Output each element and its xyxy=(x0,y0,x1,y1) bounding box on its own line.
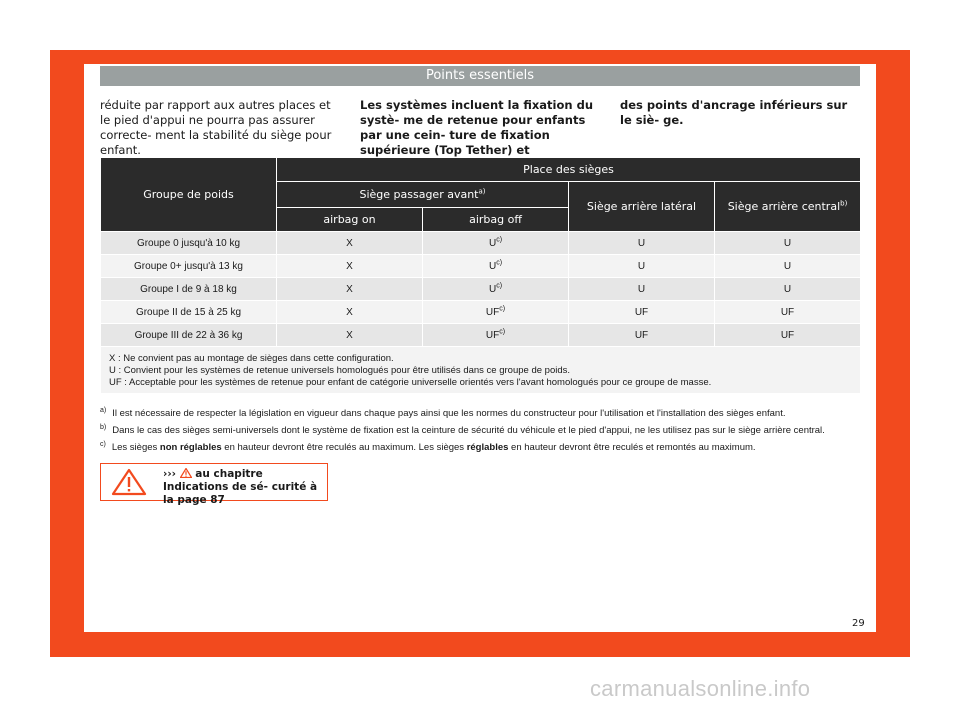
cell-rear-central: UF xyxy=(715,301,861,324)
cell-group: Groupe 0 jusqu'à 10 kg xyxy=(101,232,277,255)
legend-u: U : Convient pour les systèmes de retenue universels homologués pour être utilisés dans ce groupe de poids. xyxy=(109,365,571,376)
header-rear-central: Siège arrière central$^{b)}$ xyxy=(715,182,861,232)
footnote-c: $^{c)}$ Les sièges non réglables en hauteur devront être reculés au maximum. Les sièges réglables en hauteur devront être reculés et remontés au maximum. xyxy=(100,441,756,454)
cell-airbag-off: UF$^{c)}$ xyxy=(423,324,569,347)
warning-reference-link[interactable]: ››› au chapitre Indications de sé- curité à la page 87 xyxy=(163,468,318,506)
table-row xyxy=(101,255,861,278)
cell-airbag-on: X xyxy=(277,301,423,324)
cell-airbag-off: $U^{c)}$ xyxy=(423,278,569,301)
cell-rear-central: U xyxy=(715,232,861,255)
cell-airbag-off: $U^{c)}$ xyxy=(423,232,569,255)
small-warning-icon xyxy=(180,468,192,478)
cell-rear-central: U xyxy=(715,255,861,278)
header-place: Place des sièges xyxy=(277,158,861,182)
table-legend xyxy=(101,347,861,394)
cell-rear-lateral: U xyxy=(569,232,715,255)
seat-compatibility-table xyxy=(100,157,861,394)
legend-uf: UF : Acceptable pour les systèmes de retenue pour enfant de catégorie universelle orientés vers l'avant homologués pour ce groupe de masse. xyxy=(109,377,712,388)
cell-airbag-off: $U^{c)}$ xyxy=(423,255,569,278)
cell-rear-central: UF xyxy=(715,324,861,347)
text-column-1: réduite par rapport aux autres places et le pied d'appui ne pourra pas assurer correcte- ment la stabilité du siège pour enfant. xyxy=(100,98,332,157)
cell-airbag-on: X xyxy=(277,324,423,347)
header-airbag-on: airbag on xyxy=(277,208,423,232)
page-number: 29 xyxy=(852,618,865,629)
cell-airbag-on: X xyxy=(277,255,423,278)
text-column-3: des points d'ancrage inférieurs sur le siè- ge. xyxy=(620,98,848,127)
warning-triangle-icon xyxy=(111,468,147,496)
footnote-b: $^{b)}$ Dans le cas des sièges semi-universels dont le système de fixation est la ceinture de sécurité du véhicule et le pied d'appui, ne les utilisez pas sur le siège arrière central. xyxy=(100,424,825,437)
table-row xyxy=(101,232,861,255)
table-row xyxy=(101,324,861,347)
cell-airbag-on: X xyxy=(277,278,423,301)
cell-airbag-on: X xyxy=(277,232,423,255)
footnote-a: $^{a)}$ Il est nécessaire de respecter la législation en vigueur dans chaque pays ainsi que les normes du constructeur pour l'utilisation et l'installation des sièges enfant. xyxy=(100,407,786,420)
cell-group: Groupe III de 22 à 36 kg xyxy=(101,324,277,347)
legend-x: X : Ne convient pas au montage de sièges dans cette configuration. xyxy=(109,353,394,364)
cell-group: Groupe II de 15 à 25 kg xyxy=(101,301,277,324)
header-rear-lateral: Siège arrière latéral xyxy=(569,182,715,232)
header-front-passenger: Siège passager avant$^{a)}$ xyxy=(277,182,569,208)
cell-rear-central: U xyxy=(715,278,861,301)
cell-rear-lateral: U xyxy=(569,255,715,278)
table-row xyxy=(101,278,861,301)
text-column-2: Les systèmes incluent la fixation du systè- me de retenue pour enfants par une cein- ture de fixation supérieure (Top Tether) et xyxy=(360,98,594,157)
header-airbag-off: airbag off xyxy=(423,208,569,232)
cell-group: Groupe 0+ jusqu'à 13 kg xyxy=(101,255,277,278)
cell-rear-lateral: U xyxy=(569,278,715,301)
cell-airbag-off: UF$^{c)}$ xyxy=(423,301,569,324)
cell-group: Groupe I de 9 à 18 kg xyxy=(101,278,277,301)
cell-rear-lateral: UF xyxy=(569,301,715,324)
header-group: Groupe de poids xyxy=(101,158,277,232)
cell-rear-lateral: UF xyxy=(569,324,715,347)
section-header: Points essentiels xyxy=(100,66,860,86)
watermark: carmanualsonline.info xyxy=(590,676,811,701)
warning-box xyxy=(100,463,328,506)
table-row xyxy=(101,301,861,324)
